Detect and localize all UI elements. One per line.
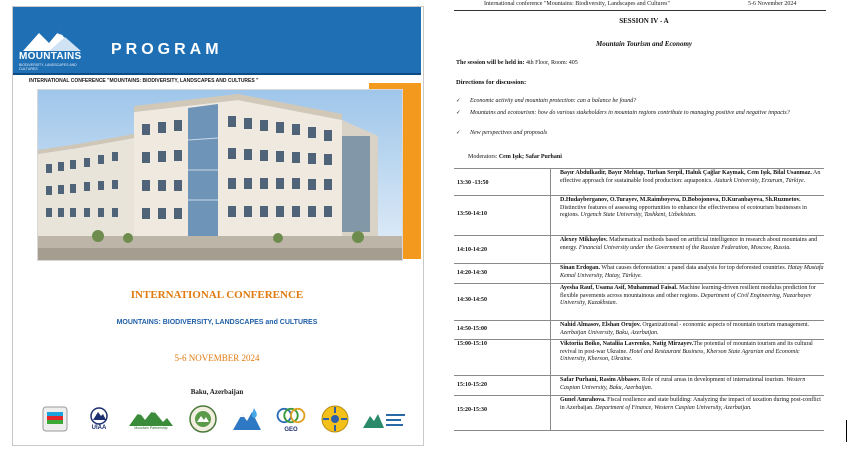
session-theme: Mountain Tourism and Economy bbox=[595, 40, 693, 48]
uiaa-logo-icon bbox=[81, 404, 117, 434]
university-building-image bbox=[38, 90, 402, 260]
talk-time: 15:10-15:20 bbox=[457, 382, 487, 388]
talk-authors: Safar Purhani, Rasim Abbasov. bbox=[560, 377, 641, 383]
mountain-partnership-logo-icon bbox=[125, 404, 177, 434]
header-rule bbox=[454, 10, 826, 11]
direction-item bbox=[456, 109, 826, 126]
talk-time: 15:20-15:30 bbox=[457, 407, 487, 413]
cover-band-edge bbox=[13, 73, 421, 75]
talk-details bbox=[560, 322, 824, 337]
program-title: PROGRAM bbox=[111, 41, 223, 58]
mountain-peaks-icon bbox=[19, 29, 93, 51]
talk-affiliation: Azerbaijan University, Baku, Azerbaijan. bbox=[560, 329, 659, 336]
talk-details bbox=[560, 170, 824, 185]
talk-affiliation: Department of Civil Engineering, Nazarbayev University, Kazakhstan. bbox=[560, 292, 812, 307]
table-row bbox=[454, 235, 824, 264]
talk-time: 13:30 -13:50 bbox=[457, 180, 489, 186]
talk-authors: Sinan Erdogan. bbox=[560, 265, 601, 271]
talk-time: 14:10-14:20 bbox=[457, 247, 487, 253]
conference-line: INTERNATIONAL CONFERENCE "MOUNTAINS: BIODIVERSITY, LANDSCAPES AND CULTURES " bbox=[29, 78, 259, 84]
talk-time: 14:50-15:00 bbox=[457, 326, 487, 332]
header-title: International conference "Mountains: Biodiversity, Landscapes and Cultures" bbox=[484, 1, 670, 7]
page-header bbox=[448, 1, 848, 10]
talk-affiliation: Western Caspian University, Baku, Azerbaijan. bbox=[560, 377, 806, 391]
talk-authors: Gunel Amrahova. bbox=[560, 397, 606, 403]
talk-title: Fiscal resilience and state building: Analyzing the impact of taxation during post-conflict in Azerbaijan. bbox=[560, 397, 821, 411]
table-row bbox=[454, 395, 824, 431]
moderators-names: Cem Işık; Safar Purhani bbox=[498, 154, 562, 160]
conference-city: Baku, Azerbaijan bbox=[190, 388, 244, 396]
mountain-drop-logo-icon bbox=[229, 404, 265, 434]
conference-heading: INTERNATIONAL CONFERENCE bbox=[130, 289, 304, 301]
location-label: The session will be held in: bbox=[456, 60, 525, 66]
direction-text: Economic activity and mountain protection: can a balance be found? bbox=[470, 98, 637, 104]
logo-text: MOUNTAINS bbox=[19, 51, 82, 62]
session-location bbox=[456, 60, 578, 66]
moderators bbox=[468, 154, 562, 160]
research-network-logo-icon bbox=[361, 404, 407, 434]
moderators-label: Moderators: bbox=[468, 154, 498, 160]
text-cursor bbox=[846, 420, 847, 442]
talk-details bbox=[560, 397, 824, 412]
direction-item bbox=[456, 129, 826, 138]
table-row bbox=[454, 263, 824, 284]
check-icon: ✓ bbox=[456, 130, 461, 136]
talk-authors: D.Hudayberganov, O.Turayev, M.Raimboyeva, D.Bobojonova, D.Kuranbayeva, Sh.Ruzmetov. bbox=[560, 197, 801, 203]
uiaa-caption: UIAA bbox=[91, 424, 107, 431]
header-date: 5-6 November 2024 bbox=[748, 1, 797, 7]
conference-theme: MOUNTAINS: BIODIVERSITY, LANDSCAPES and CULTURES bbox=[116, 319, 318, 326]
talk-details bbox=[560, 237, 824, 252]
conference-dates: 5-6 NOVEMBER 2024 bbox=[174, 353, 260, 363]
direction-text: Mountains and ecotourism: how do various stakeholders in mountain regions contribute to managing positive and negative impacts? bbox=[470, 110, 790, 116]
talk-authors: Bayır Abdulkadir, Bayır Mehtap, Turhan Serpil, Haluk Çağlar Kaymak, Cem Işık, Bilal Usanmaz. bbox=[560, 170, 812, 176]
talk-affiliation: Department of Finance, Western Caspian University, Azerbaijan. bbox=[595, 404, 752, 411]
direction-text: New perspectives and proposals bbox=[470, 130, 548, 136]
talk-affiliation: Hotel and Restaurant Business, Kherson State Agrarian and Economic University, Kherson, Ukraine. bbox=[560, 348, 800, 363]
radial-emblem-logo-icon bbox=[317, 404, 353, 434]
partner-logos bbox=[37, 402, 407, 436]
table-row bbox=[454, 320, 824, 340]
talk-authors: Viktoriia Boiko, Nataliia Lavrenko, Natig Mirzayev. bbox=[560, 341, 694, 347]
table-row bbox=[454, 339, 824, 376]
table-row bbox=[454, 195, 824, 236]
check-icon: ✓ bbox=[456, 98, 461, 104]
mountain-partnership-caption: Mountain Partnership bbox=[134, 426, 168, 430]
geo-caption: GEO bbox=[284, 427, 298, 433]
talk-affiliation: Urgench State University, Tashkent, Uzbekistan. bbox=[580, 212, 697, 219]
round-seal-logo-icon bbox=[185, 404, 221, 434]
session-title: SESSION IV - A bbox=[619, 17, 669, 25]
building-photo bbox=[37, 89, 403, 261]
location-value: 4th Floor, Room: 405 bbox=[526, 60, 578, 66]
logo-subtitle: BIODIVERSITY, LANDSCAPES AND CULTURES bbox=[19, 63, 77, 71]
talk-title: Mathematical methods based on artificial intelligence in research about mountains and energy. bbox=[560, 237, 818, 251]
table-row bbox=[454, 168, 824, 196]
talk-time: 13:50-14:10 bbox=[457, 211, 487, 217]
table-row bbox=[454, 375, 824, 396]
talk-details bbox=[560, 285, 824, 308]
table-row bbox=[454, 283, 824, 321]
session-page bbox=[448, 0, 848, 450]
talk-time: 14:20-14:30 bbox=[457, 270, 487, 276]
program-cover bbox=[12, 6, 424, 446]
talk-details bbox=[560, 377, 824, 392]
directions-heading: Directions for discussion: bbox=[456, 79, 527, 86]
talk-title: Role of rural areas in development of international tourism. bbox=[640, 377, 787, 383]
talk-title: An effective approach for sustainable food production: aquaponics. bbox=[560, 170, 821, 184]
geo-logo-icon bbox=[273, 404, 309, 434]
talk-affiliation: Ataturk University, Erzurum, Türkiye. bbox=[714, 177, 806, 184]
talk-details bbox=[560, 265, 824, 280]
talk-authors: Alexey Mikhaylov. bbox=[560, 237, 608, 243]
talk-authors: Nahid Almasov, Elshan Orujov. bbox=[560, 322, 641, 328]
talk-affiliation: Hatay Mustafa Kemal University, Hatay, Türkiye. bbox=[560, 265, 824, 279]
talk-title: Machine learning-driven resilient modulus prediction for flexible pavements across mountainous and other regions. bbox=[560, 285, 816, 299]
direction-item bbox=[456, 97, 826, 106]
talk-affiliation: Financial University under the Government of the Russian Federation, Moscow, Russia. bbox=[578, 244, 791, 251]
talk-time: 15:00-15:10 bbox=[457, 341, 487, 347]
talk-title: Distinctive features of assessing opportunities to enhance the effectiveness of ecotourism businesses in regions. bbox=[560, 204, 807, 219]
talk-authors: Ayesha Rauf, Usama Asif, Muhammad Faisal. bbox=[560, 285, 678, 291]
check-icon: ✓ bbox=[456, 110, 461, 116]
talk-details bbox=[560, 197, 824, 220]
talk-title: The potential of mountain tourism and its cultural revival in post-war Ukraine. bbox=[560, 341, 813, 355]
talk-time: 14:30-14:50 bbox=[457, 297, 487, 303]
talk-details bbox=[560, 341, 824, 364]
mountains-logo bbox=[19, 29, 93, 73]
talk-title: Organizational - economic aspects of mountain tourism management. bbox=[640, 322, 810, 328]
talk-title: What causes deforestation: a panel data analysis for top deforested countries. bbox=[600, 265, 788, 271]
azerbaijan-flag-emblem-icon bbox=[37, 404, 73, 434]
